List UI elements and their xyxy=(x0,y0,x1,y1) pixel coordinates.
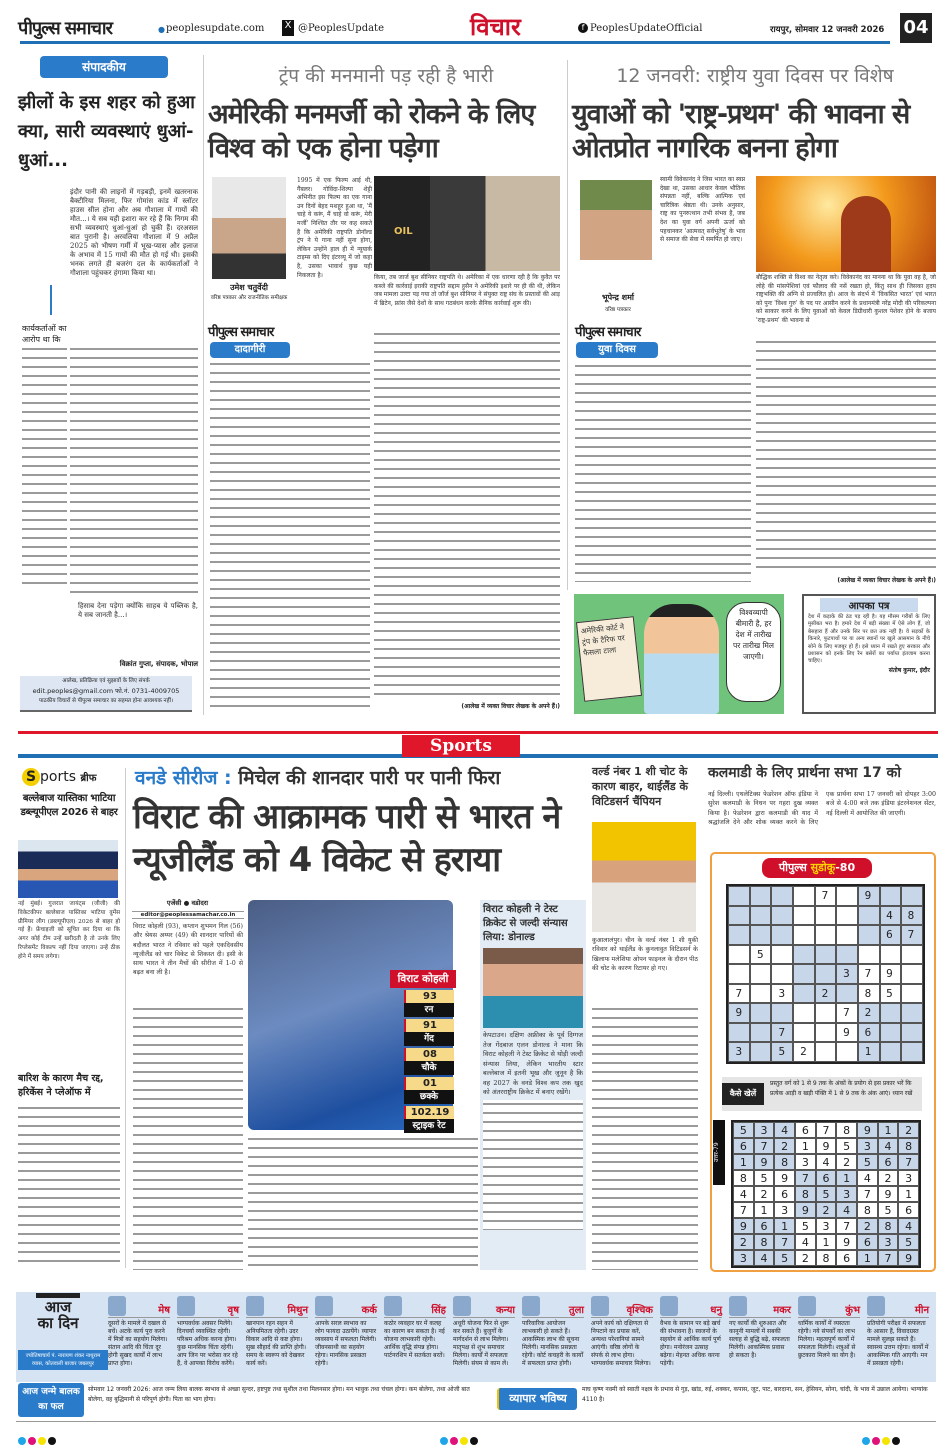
zodiac-icon xyxy=(591,1296,609,1316)
zodiac-icon xyxy=(246,1296,264,1316)
zodiac-text: पारिवारिक आयोजन लाभकारी हो सकते हैं। आकस्मिक लाभ की सूचना मिलेगी। मानसिक प्रसन्नता रहेगी। कोर्ट कचहरी के कार्यों में सफलता प्राप्त होगी। xyxy=(522,1320,584,1367)
sudoku-cell: 7 xyxy=(898,1154,919,1170)
zodiac-sign xyxy=(591,1296,653,1380)
article1-body-columns xyxy=(210,360,370,710)
sudoku-cell: 2 xyxy=(898,1122,919,1138)
sudoku-cell: 1 xyxy=(857,1250,878,1266)
brief-headline-2: बारिश के कारण मैच रद्द, हरिकेंस ने प्लेऑफ में xyxy=(18,1073,104,1098)
sudoku-cell: 6 xyxy=(816,1170,837,1186)
sudoku-cell: 2 xyxy=(754,1186,775,1202)
sudoku-cell: 5 xyxy=(795,1218,816,1234)
trump-oil-photo xyxy=(374,176,560,271)
sudoku-cell: 5 xyxy=(857,1154,878,1170)
sudoku-row: 3 52 1 xyxy=(735,1045,930,1058)
zodiac-name: कुंभ xyxy=(798,1296,860,1318)
editorial-body: इंदौर पानी की लाइनों में गड़बड़ी, इनमें खतरनाक बैक्टीरिया मिलना, फिर गोमांस कांड में स्लॉटर हाउस सील होना और अब गौशाला में गायों की मौत...। ये सब यही इशारा कर रहे हैं कि निगम की सभी व्यवस्थाएं धुआं-धुआं हो चुकी हैं। दरअसल बात पुरानी है। अरवलिया गौशाला में 9 अप्रैल 2025 को भीषण गर्मी में भूख-प्यास और इलाज के अभाव में 15 गायों की मौत हो गई थी। इसकी भनक लगते ही बजरंग दल के कार्यकर्ताओं ने गौशाला पहुंचकर हंगामा किया था। xyxy=(70,188,198,277)
sudoku-cell: 2 xyxy=(774,1138,795,1154)
stat-label: गेंद xyxy=(404,1032,454,1046)
brief-headline: बल्लेबाज यास्तिका भाटिया डब्ल्यूपीएल 2026 से बाहर xyxy=(20,793,118,818)
zodiac-name: मकर xyxy=(729,1296,791,1318)
sports-body: विराट कोहली (93), कप्तान शुभमन गिल (56) और श्रेयस अय्यर (49) की शानदार पारियों की बदौलत भारत ने रविवार को पहले एकदिवसीय न्यूजीलैंड को चार विकेट से शिकस्त दी। इसी के साथ भारत ने तीन मैचों की सीरीज में 1-0 से बढ़त बना ली है। xyxy=(133,923,243,977)
header-rule xyxy=(20,41,890,44)
how-to-play-text: प्रस्तुत वर्ग को 1 से 9 तक के अंकों के प्रयोग से इस प्रकार भरें कि प्रत्येक आड़ी व खड़ी पंक्ति में 1 से 9 तक के अंक आएं। ध्यान रखें xyxy=(770,1080,913,1097)
kohli-stats xyxy=(404,990,454,1135)
sudoku-title-word: सुडोकू xyxy=(810,861,836,874)
zodiac-icon xyxy=(108,1296,126,1316)
sudoku-cell: 8 xyxy=(898,1138,919,1154)
sudoku-cell: 1 xyxy=(878,1122,899,1138)
sudoku-title-brand: पीपुल्स xyxy=(778,861,807,874)
zodiac-text: कठोर व्यवहार घर में कलह का कारण बन सकता है। नई योजना लाभकारी रहेगी। आर्थिक वृद्धि संपन्न होगा। पार्टनरशिप में सतर्कता बरतें। xyxy=(384,1320,445,1359)
zodiac-text: भाग्यवर्धक अवसर मिलेंगे। दिनचर्या व्यवस्थित रहेगी। परिश्रम अधिक करना होगा। कुछ मानसिक चिंता रहेगी। आप जिन पर भरोसा कर रहे हैं, वे आपका विरोध करेंगे। xyxy=(177,1320,238,1367)
donald-photo xyxy=(483,948,583,1028)
sports-s-badge: S xyxy=(22,768,40,786)
zodiac-name: मेष xyxy=(108,1296,170,1318)
sudoku-cell: 9 xyxy=(733,1218,754,1234)
sudoku-cell: 5 xyxy=(878,1202,899,1218)
sudoku-cell: 2 xyxy=(836,1154,857,1170)
sudoku-cell: 2 xyxy=(795,1250,816,1266)
sports-brief-logo xyxy=(22,768,122,790)
author-role: वरिष्ठ पत्रकार और राजनीतिक समीक्षक xyxy=(210,295,288,301)
sudoku-number: -80 xyxy=(835,861,856,874)
brief-body: नई मुंबई। गुजरात जायंट्स (जीजी) की विकेटकीपर बल्लेबाज यास्तिका भाटिया वुमेंस प्रीमियर लीग (डब्ल्यूपीएल) 2026 से बाहर हो गई हैं। फ्रेंचाइजी को सूचित कर दिया था कि अगर कोई टीम उन्हें खरीदती है तो उनके लिए रिप्लेसमेंट विकल्प नहीं दिया जाएगा। उन्हें ठीक होने में समय लगेगा। xyxy=(18,901,120,960)
birth-text: सोमवार 12 जनवरी 2026: आज जन्म लिया बालक स्वभाव से अच्छा सुन्दर, हष्टपुष्ट तथा सुशील तथा मिलनसार होगा। मन भावुक तथा चंचल होगा। कम बोलेगा, तथा ओजी बात बोलेगा, वह बुद्धिमानी से परिपूर्ण होगी। पिता का भाग होगा। xyxy=(88,1386,470,1403)
sudoku-cell: 5 xyxy=(836,1138,857,1154)
sudoku-cell: 6 xyxy=(774,1186,795,1202)
zodiac-sign xyxy=(798,1296,860,1380)
stat-value: 93 xyxy=(404,990,454,1003)
globe-icon: ● xyxy=(158,25,165,34)
sudoku-cell: 8 xyxy=(816,1250,837,1266)
stat-value: 08 xyxy=(404,1048,454,1061)
zodiac-text: अपने कार्य को दक्षिणता से निपटाने का प्रयास करें, अन्यथा परेशानियां सामने आएंगी। वरिष्ठ लोगों के संपर्क से लाभ होगा। भाग्यवर्धक समाचार मिलेगा। xyxy=(591,1320,651,1367)
article2-body-main: बौद्धिक शक्ति से विश्व का नेतृत्व करे। विवेकानंद का मानना था कि युवा वह है, जो लोहे की मांसपेशियां एवं फौलाद की नसें रखता हो, किंतु साथ ही जिसका हृदय राष्ट्रभक्ति की अग्नि से प्रज्वलित हो। आज के संदर्भ में 'विकसित भारत' एवं भारत को पुनः 'विश्व गुरु' के पद पर आसीन करने के प्रधानमंत्री नरेंद्र मोदी की परिकल्पना को साकार करने के लिए युवाओं को केवल डिग्रीधारी कुशल पेशेवर होने के बजाय 'राष्ट्र-प्रथम' की भावना से xyxy=(756,274,936,324)
sudoku-cell: 5 xyxy=(733,1122,754,1138)
yastika-photo xyxy=(18,840,118,898)
sudoku-cell: 5 xyxy=(774,1250,795,1266)
letter-body: देश में कड़ाके की ठंड पड़ रही है। यह मौसम गरीबों के लिए मुसीबत भरा है। हमारे देश में बड़ी संख्या में ऐसे लोग हैं, जो बेसहारा हैं और उनके सिर पर छत तक नहीं है। वे सड़कों के किनारे, फुटपाथों पर या अन्य स्थानों पर खुले आसमान के नीचे सोने के लिए मजबूर हो हैं। इसे ध्यान में रखते हुए सरकार और प्रशासन को इनके लिए रैन बसेरों का पर्याप्त इंतजाम करना चाहिए। xyxy=(808,614,930,665)
newspaper-logo: पीपुल्स समाचार xyxy=(18,18,112,39)
sudoku-cell: 9 xyxy=(774,1170,795,1186)
sudoku-cell: 6 xyxy=(878,1154,899,1170)
zodiac-name: कर्क xyxy=(315,1296,377,1318)
business-text: माघ कृष्ण नवमी को स्वाती नक्षत्र के प्रभाव से गुड़, खांड, रुई, शक्कर, कपास, जूट, पाट, बारदाना, सन, हेसियन, सोना, चांदी, के भाव में उछाल आयेगा। भाग्यांक 4110 है। xyxy=(582,1386,928,1403)
sudoku-cell: 7 xyxy=(733,1202,754,1218)
sudoku-cell: 3 xyxy=(816,1218,837,1234)
sudoku-cell: 6 xyxy=(898,1202,919,1218)
column-logo: पीपुल्स समाचार xyxy=(208,325,274,340)
sudoku-cell: 6 xyxy=(836,1250,857,1266)
sudoku-cell: 7 xyxy=(857,1186,878,1202)
sudoku-cell: 8 xyxy=(836,1122,857,1138)
zodiac-sign xyxy=(453,1296,515,1380)
column-divider xyxy=(125,768,126,1268)
sudoku-cell: 1 xyxy=(816,1234,837,1250)
zodiac-icon xyxy=(384,1296,402,1316)
sudoku-row: 9 72 xyxy=(735,1006,930,1019)
stat-label: छक्के xyxy=(404,1090,454,1104)
badminton-headline: वर्ल्ड नंबर 1 शी चोट के कारण बाहर, थाईलैंड के विटिडसर्न चैंपियन xyxy=(592,765,688,808)
zodiac-icon xyxy=(522,1296,540,1316)
column-tag-dadagiri: दादागीरी xyxy=(210,342,290,358)
zodiac-text: आपके सरल स्वभाव का लोग फायदा उठायेंगे। व्यापार व्यवसाय में सफलता मिलेगी। जीवनसाथी का सहयोग रहेगा। मानसिक प्रसन्नता रहेगी। xyxy=(315,1320,377,1367)
column-tag-yuva-diwas: युवा दिवस xyxy=(576,342,658,358)
sudoku-cell: 5 xyxy=(754,1170,775,1186)
sudoku-cell: 8 xyxy=(795,1186,816,1202)
sudoku-cell: 9 xyxy=(795,1202,816,1218)
editorial-tag: संपादकीय xyxy=(40,56,168,78)
sudoku-row: 7 3 2 85 xyxy=(735,986,930,1000)
sudoku-cell: 3 xyxy=(836,1186,857,1202)
article1-body-main: किया, तब जार्ज बुश सीनियर राष्ट्रपति थे। अमेरिका में एक धारणा रही है कि कुवैत पर कब्जे की कार्रवाई इराकी राष्ट्रपति सद्दाम हुसैन ने अमेरिकी इशारे पर ही की थी, लेकिन जब मामला उल्टा पड़ गया तो जॉर्ज बुश सीनियर ने संयुक्त राष्ट्र संघ के प्रस्तावों की आड़ में ब्रिटेन, फ्रांस जैसे देशों के साथ गठबंधन करके सैनिक कार्रवाई शुरू की। xyxy=(374,274,560,307)
article2-body-intro: स्वामी विवेकानंद ने जिस भारत का स्वप्न देखा था, उसका आधार केवल भौतिक संपन्नता नहीं, बल्कि आत्मिक एवं चारित्रिक श्रेष्ठता थी। उनके अनुसार, राष्ट्र का पुनरुत्थान तभी संभव है, जब देश का युवा वर्ग अपनी ऊर्जा को पहचानकर 'आत्मवत् सर्वभूतेषु' के भाव से समाज की सेवा में समर्पित हो जाए। xyxy=(660,176,745,244)
twitter-handle[interactable]: @PeoplesUpdate xyxy=(298,23,384,34)
sudoku-cell: 2 xyxy=(816,1202,837,1218)
zodiac-name: धनु xyxy=(660,1296,722,1318)
sudoku-cell: 2 xyxy=(878,1170,899,1186)
sudoku-cell: 4 xyxy=(836,1202,857,1218)
x-icon: X xyxy=(282,20,294,36)
vitidsarn-photo xyxy=(592,822,696,932)
sudoku-cell: 5 xyxy=(816,1186,837,1202)
sudoku-cell: 7 xyxy=(754,1138,775,1154)
author-name: उमेश चतुर्वेदी xyxy=(230,283,268,292)
zodiac-list xyxy=(108,1296,936,1380)
article2-kicker: 12 जनवरी: राष्ट्रीय युवा दिवस पर विशेष xyxy=(616,65,894,87)
registration-marks-right xyxy=(862,1430,902,1449)
astrologer-credit: ज्योतिषाचार्य पं. नारायण शंकर नाथूराम व्यास, कोतवाली बाजार जबलपुर xyxy=(18,1350,108,1370)
sudoku-cell: 9 xyxy=(816,1138,837,1154)
sudoku-cell: 3 xyxy=(754,1122,775,1138)
zodiac-sign xyxy=(660,1296,722,1380)
sports-email[interactable]: editor@peoplessamachar.co.in xyxy=(132,911,244,919)
zodiac-text: धार्मिक कार्यों में व्यस्तता रहेगी। नये संपर्कों का लाभ मिलेगा। महत्वपूर्ण कार्यों में सफलता मिलेगी। शत्रुओं से छुटकारा मिलने का योग है। xyxy=(798,1320,856,1359)
stat-value: 102.19 xyxy=(404,1106,454,1119)
editorial-ending: हिसाब देना पड़ेगा क्योंकि साहब ये पब्लिक है, ये सब जानती है...। xyxy=(78,602,198,619)
zodiac-name: वृश्चिक xyxy=(591,1296,653,1318)
sports-headline: विराट की आक्रामक पारी से भारत ने न्यूजीलैंड को 4 विकेट से हराया xyxy=(133,797,561,880)
facebook-handle[interactable]: PeoplesUpdateOfficial xyxy=(590,23,703,34)
sudoku-cell: 7 xyxy=(836,1218,857,1234)
sudoku-row: 67 xyxy=(735,928,930,941)
author-role: वरिष्ठ पत्रकार xyxy=(605,307,631,313)
horoscope-band xyxy=(16,1292,936,1382)
article2-footer: (आलेख में व्यक्त विचार लेखक के अपने हैं।) xyxy=(837,577,936,584)
letter-signature: संतोष कुमार, इंदौर xyxy=(888,666,930,674)
letters-box xyxy=(802,594,936,714)
donald-box xyxy=(480,900,586,1270)
sports-byline: एजेंसी ● वडोदरा xyxy=(166,899,209,907)
zodiac-text: दूसरों के मामले में दखल से बचें। अटके कार्य पूरा करने में मित्रों का सहयोग मिलेगा। संतान आदि की चिंता दूर होगी सुखद कार्यों में लाभ प्राप्त होगा। xyxy=(108,1320,168,1367)
zodiac-sign xyxy=(867,1296,929,1380)
print-rule xyxy=(16,1421,936,1422)
zodiac-icon xyxy=(660,1296,678,1316)
sudoku-cell: 2 xyxy=(857,1218,878,1234)
sudoku-cell: 6 xyxy=(733,1138,754,1154)
sudoku-cell: 4 xyxy=(774,1122,795,1138)
zodiac-name: वृष xyxy=(177,1296,239,1318)
cartoon-paper: अमेरिकी कोर्ट ने ट्रंप के टैरिफ पर फैसला टाला xyxy=(576,616,642,702)
sudoku-cell: 7 xyxy=(795,1170,816,1186)
column-logo: पीपुल्स समाचार xyxy=(575,325,641,340)
sudoku-cell: 4 xyxy=(898,1218,919,1234)
sudoku-row: 48 xyxy=(735,908,930,922)
sudoku-cell: 1 xyxy=(754,1202,775,1218)
sudoku-puzzle-rows xyxy=(728,886,930,1062)
sudoku-cell: 3 xyxy=(795,1154,816,1170)
disclaimer: पाठकीय विचारों से पीपुल्स समाचार का सहमत होना आवश्यक नहीं। xyxy=(38,698,174,704)
sudoku-cell: 9 xyxy=(878,1186,899,1202)
sudoku-cell: 4 xyxy=(754,1250,775,1266)
zodiac-sign xyxy=(522,1296,584,1380)
sudoku-cell: 6 xyxy=(754,1218,775,1234)
sudoku-cell: 4 xyxy=(733,1186,754,1202)
editorial-side-column xyxy=(22,345,67,590)
zodiac-sign xyxy=(177,1296,239,1380)
zodiac-text: अधूरी योजना फिर से शुरू कर सकते हैं। बुजुर्गों के मार्गदर्शन से लाभ मिलेगा। मातृपक्ष से शुभ समाचार मिलेगा। कार्यों में सफलता मिलेगी। संयम से काम लें। xyxy=(453,1320,509,1367)
contact-email[interactable]: edit.peoples@gmail.com फो.नं. 0731-4009705 xyxy=(32,687,180,695)
brief-body-2 xyxy=(18,1104,120,1264)
kalmadi-headline: कलमाडी के लिए प्रार्थना सभा 17 को xyxy=(708,765,901,781)
sudoku-cell: 4 xyxy=(857,1170,878,1186)
sudoku-cell: 9 xyxy=(836,1234,857,1250)
article1-kicker: ट्रंप की मनमानी पड़ रही है भारी xyxy=(278,65,494,87)
section-divider-red xyxy=(18,731,938,734)
sudoku-cell: 7 xyxy=(774,1234,795,1250)
stats-title: विराट कोहली xyxy=(390,970,456,988)
donald-body: केपटाउन। दक्षिण अफ्रीका के पूर्व दिग्गज तेज गेंदबाज एलन डोनाल्ड ने माना कि विराट कोहली ने टेस्ट क्रिकेट से थोड़ी जल्दी संन्यास लिया, लेकिन भारतीय स्टार बल्लेबाज में इतनी भूख और जुनून है कि वह 2027 के वनडे विश्व कप तक खुद को अंतरराष्ट्रीय क्रिकेट में बनाए रखेंगे। xyxy=(483,1031,583,1096)
zodiac-sign xyxy=(108,1296,170,1380)
sports-brief-tag: ब्रीफ xyxy=(80,773,97,784)
sudoku-puzzle[interactable] xyxy=(726,884,930,1064)
zodiac-sign xyxy=(315,1296,377,1380)
page-number: 04 xyxy=(900,13,932,43)
contact-box xyxy=(20,676,192,712)
zodiac-text: वैभव के सामान पर बड़े खर्च की संभावना है। स्वजनों के सहयोग से आर्थिक कार्य पूर्ण होगा। मनोरंजन उत्साह बढ़ेगा। मेहनत अधिक करना पड़ेगी। xyxy=(660,1320,721,1367)
section-title: विचार xyxy=(470,13,521,41)
article2-body-columns-2 xyxy=(756,338,936,573)
kicker-text: मिचेल की शानदार पारी पर पानी फिरा xyxy=(238,767,501,789)
sudoku-cell: 9 xyxy=(857,1122,878,1138)
dateline: रायपुर, सोमवार 12 जनवरी 2026 xyxy=(770,25,885,35)
sudoku-cell: 8 xyxy=(754,1234,775,1250)
sudoku-cell: 4 xyxy=(816,1154,837,1170)
stat-label: रन xyxy=(404,1003,454,1017)
sudoku-cell: 1 xyxy=(774,1218,795,1234)
vivekananda-figure xyxy=(841,196,891,272)
birth-label: आज जन्मे बालक का फल xyxy=(18,1383,84,1417)
sudoku-row: 7 96 xyxy=(735,1025,930,1039)
sports-kicker xyxy=(135,764,585,790)
cartoon-character xyxy=(644,604,719,714)
article2-headline: युवाओं को 'राष्ट्र-प्रथम' की भावना से ओतप्रोत नागरिक बनना होगा xyxy=(572,99,910,164)
registration-marks-left xyxy=(18,1430,58,1449)
sudoku-cell: 4 xyxy=(878,1138,899,1154)
contact-line: आलेख, प्रतिक्रिया एवं सुझावों के लिए संपर्क xyxy=(62,678,150,684)
zodiac-name: सिंह xyxy=(384,1296,446,1318)
stat-label: स्ट्राइक रेट xyxy=(404,1119,454,1133)
article1-body-columns-2 xyxy=(374,330,560,695)
editorial-pullquote: कार्यकर्ताओं का आरोप था कि xyxy=(22,324,67,344)
sports-body-under-photo xyxy=(248,1135,478,1270)
cartoon-speech-bubble: विश्वव्यापी बीमारी है, हर देश में तारीख पर तारीख मिल जाएगी। xyxy=(726,602,781,702)
sudoku-cell: 4 xyxy=(795,1234,816,1250)
zodiac-icon xyxy=(867,1296,885,1316)
sports-section-tab: Sports xyxy=(402,735,520,757)
zodiac-text: नए कार्यों की शुरुआत और कानूनी मामलों में सबकी सलाह से बुद्धि बढ़े, सफलता मिलेगी। आकस्मिक प्रवास हो सकता है। xyxy=(729,1320,790,1359)
sudoku-cell: 1 xyxy=(795,1138,816,1154)
editorial-body-continued xyxy=(70,345,198,600)
sudoku-cell: 6 xyxy=(795,1122,816,1138)
cartoon xyxy=(574,594,784,714)
zodiac-icon xyxy=(315,1296,333,1316)
donald-body-continued xyxy=(483,1100,583,1230)
zodiac-icon xyxy=(453,1296,471,1316)
sudoku-cell: 2 xyxy=(733,1234,754,1250)
editorial-signature: विक्रांत गुप्ता, संपादक, भोपाल xyxy=(119,660,198,668)
donald-headline: विराट कोहली ने टेस्ट क्रिकेट से जल्दी संन्यास लिया: डोनाल्ड xyxy=(483,904,568,943)
sudoku-cell: 7 xyxy=(878,1250,899,1266)
zodiac-text: प्रतियोगी परीक्षा में सफलता के आसार हैं, विवादग्रस्त मामले सुलझ सकते हैं। स्वास्थ्य उत्तम रहेगा। कार्यों में आकस्मिक गति आएगी। मन में प्रसन्नता रहेगी। xyxy=(867,1320,929,1367)
zodiac-sign xyxy=(729,1296,791,1380)
editorial-quote-bar xyxy=(50,285,52,315)
author-name: भूपेन्द्र शर्मा xyxy=(602,293,634,302)
sudoku-cell: 8 xyxy=(857,1202,878,1218)
kalmadi-body: नई दिल्ली। एथलेटिक्स फेडरेशन ऑफ इंडिया ने सुरेश कलमाडी के निधन पर गहरा दुख व्यक्त किया है। फेडरेशन द्वारा कलमाडी की याद में श्रद्धांजलि देने और शोक व्यक्त करने के लिए एक प्रार्थना सभा 17 जनवरी को दोपहर 3:00 बजे से 4:00 बजे तक इंडिया इंटरनेशनल सेंटर, नई दिल्ली में आयोजित की जाएगी। xyxy=(708,791,936,826)
answer-label: उत्तर-79 xyxy=(713,1120,725,1185)
article1-body-intro: 1995 में एक फिल्म आई थी, गैंबलर। गोविंदा-शिल्पा शेट्टी अभिनीत इस फिल्म का एक गाना उन दिनों बेहद मशहूर हुआ था, 'मैं चाहे ये करूं, मैं चाहे वो करूं, मेरी मर्जी' निश्चित तौर पर कह सकते हैं कि अमेरिकी राष्ट्रपति डोनॉल्ड ट्रंप ने ये गाना नहीं सुना होगा, लेकिन उन्होंने हाल ही में न्यूयार्क टाइम्स को दिए इंटरव्यू में जो कहा है, उसका भावार्थ कुछ यही निकलता है। xyxy=(297,177,372,279)
sudoku-row: 379 xyxy=(735,967,930,980)
column-divider xyxy=(567,60,568,590)
sudoku-cell: 6 xyxy=(857,1234,878,1250)
article1-headline: अमेरिकी मनमर्जी को रोकने के लिए विश्व को एक होना पड़ेगा xyxy=(208,99,535,164)
vivekananda-image xyxy=(756,176,936,272)
zodiac-icon xyxy=(729,1296,747,1316)
zodiac-icon xyxy=(177,1296,195,1316)
zodiac-text: खानपान रहन सहन में अनियमितता रहेगी। उदर विकार आदि से कष्ट होगा। सुख सौहार्द की प्राप्ति होगी। समय के स्वरूप को देखकर कार्य करें। xyxy=(246,1320,307,1367)
website-link[interactable]: peoplesupdate.com xyxy=(166,23,265,34)
sudoku-cell: 1 xyxy=(733,1154,754,1170)
kicker-series: वनडे सीरीज : xyxy=(135,767,232,789)
sudoku-cell: 8 xyxy=(733,1170,754,1186)
zodiac-name: कन्या xyxy=(453,1296,515,1318)
sudoku-cell: 3 xyxy=(774,1202,795,1218)
stat-label: चौके xyxy=(404,1061,454,1075)
horoscope-title: आज का दिन xyxy=(36,1293,80,1331)
sudoku-title xyxy=(762,858,872,878)
sudoku-cell: 9 xyxy=(898,1250,919,1266)
sports-body-continued xyxy=(133,1005,243,1270)
letters-title: आपका पत्र xyxy=(820,598,918,612)
sudoku-solution-grid xyxy=(731,1120,921,1268)
sudoku-row: 5 xyxy=(735,947,930,961)
article2-body-columns xyxy=(575,362,751,582)
author-photo xyxy=(580,180,652,280)
badminton-body: कुआलालंपुर। चीन के वर्ल्ड नंबर 1 शी युकी रविवार को थाईलैंड के कुनलावुत विटिडसर्न के खिलाफ मलेशिया ओपन फाइनल के दौरान पीठ की चोट के कारण रिटायर हो गए। xyxy=(592,937,699,972)
editorial-headline: झीलों के इस शहर को हुआ क्या, सारी व्यवस्थाएं धुआं-धुआं... xyxy=(18,92,195,171)
sudoku-cell: 5 xyxy=(898,1234,919,1250)
sudoku-cell: 3 xyxy=(878,1234,899,1250)
author-photo xyxy=(212,177,286,279)
sudoku-cell: 3 xyxy=(857,1138,878,1154)
sudoku-cell: 8 xyxy=(774,1154,795,1170)
sudoku-cell: 3 xyxy=(733,1250,754,1266)
zodiac-sign xyxy=(246,1296,308,1380)
registration-marks-center xyxy=(440,1430,480,1449)
sudoku-cell: 8 xyxy=(878,1218,899,1234)
zodiac-name: मीन xyxy=(867,1296,929,1318)
sports-brief-word: ports xyxy=(40,769,76,785)
oil-barrel-label: OIL xyxy=(394,226,413,237)
column-divider xyxy=(203,55,204,715)
zodiac-sign xyxy=(384,1296,446,1380)
zodiac-name: मिथुन xyxy=(246,1296,308,1318)
sudoku-cell: 3 xyxy=(898,1170,919,1186)
sudoku-cell: 1 xyxy=(836,1170,857,1186)
badminton-body-continued xyxy=(592,1005,698,1270)
zodiac-icon xyxy=(798,1296,816,1316)
how-to-play xyxy=(722,1077,922,1111)
stat-value: 01 xyxy=(404,1077,454,1090)
business-label: व्यापार भविष्य xyxy=(497,1388,577,1410)
sudoku-cell: 7 xyxy=(816,1122,837,1138)
zodiac-name: तुला xyxy=(522,1296,584,1318)
article1-footer: (आलेख में व्यक्त विचार लेखक के अपने हैं।) xyxy=(461,703,560,710)
facebook-icon: f xyxy=(578,23,588,33)
how-to-play-label: कैसे खेलें xyxy=(722,1083,764,1105)
stat-value: 91 xyxy=(404,1019,454,1032)
sudoku-cell: 1 xyxy=(898,1186,919,1202)
sudoku-cell: 9 xyxy=(754,1154,775,1170)
sudoku-row: 7 9 xyxy=(735,889,930,902)
